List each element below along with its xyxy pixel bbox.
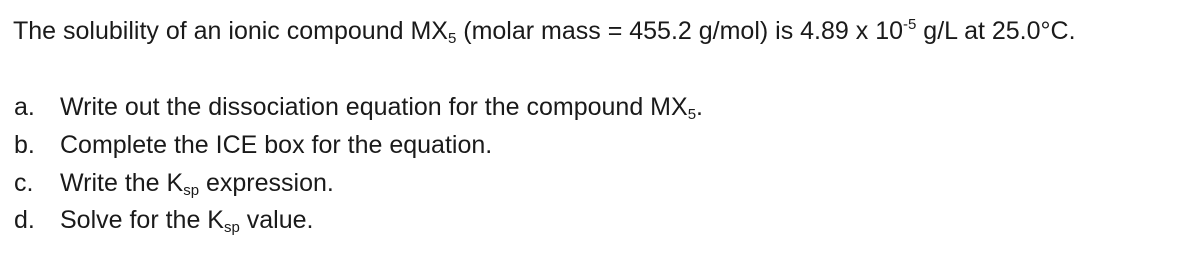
- statement-molar-mass: (molar mass = 455.2 g/mol) is 4.89 x 10: [456, 17, 904, 45]
- item-marker: d.: [14, 206, 35, 234]
- item-tail: .: [696, 93, 703, 121]
- item-marker: b.: [14, 131, 35, 159]
- question-item-a: [14, 90, 703, 124]
- item-tail: expression.: [199, 169, 334, 197]
- formula-subscript: 5: [447, 30, 457, 47]
- item-text: Write the K: [60, 169, 184, 197]
- item-text: Complete the ICE box for the equation.: [60, 131, 493, 159]
- question-item-c: [14, 166, 334, 200]
- item-tail: value.: [239, 206, 314, 234]
- problem-statement: [13, 14, 1076, 48]
- item-marker: a.: [14, 93, 35, 121]
- solubility-exponent: -5: [903, 16, 917, 33]
- question-item-d: [14, 203, 314, 237]
- item-text: Solve for the K: [60, 206, 224, 234]
- item-subscript: 5: [687, 106, 697, 123]
- statement-prefix: The solubility of an ionic compound MX: [13, 17, 448, 45]
- item-subscript: sp: [183, 182, 200, 199]
- item-text: Write out the dissociation equation for the compound MX: [60, 93, 688, 121]
- statement-suffix: g/L at 25.0°C.: [916, 17, 1076, 45]
- item-marker: c.: [14, 169, 34, 197]
- question-item-b: [14, 128, 492, 162]
- item-subscript: sp: [223, 219, 240, 236]
